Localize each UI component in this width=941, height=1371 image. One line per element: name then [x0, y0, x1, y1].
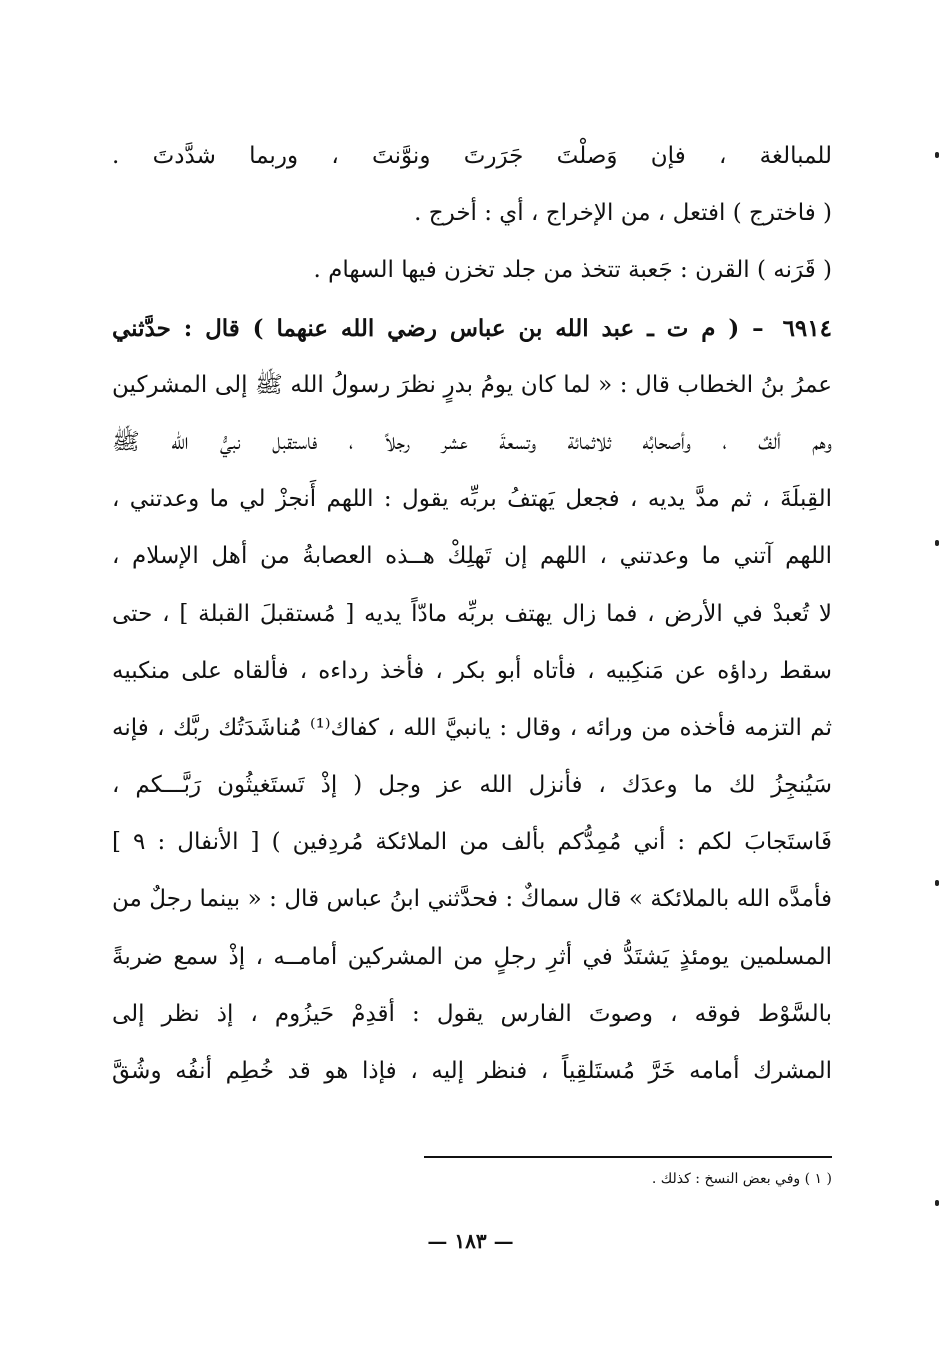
page-number: — ١٨٣ —: [427, 1229, 514, 1253]
text-line: اللهم آتني ما وعدتني ، اللهم إن تَهلِكْ هــذه العصابةُ من أهل الإسلام ،: [112, 543, 832, 570]
edge-mark: [935, 880, 939, 886]
text-line: فأمدَّه الله بالملائكة » قال سماكٌ : فحدَّثني ابنُ عباس قال : « بينما رجلٌ من: [112, 886, 832, 913]
edge-mark: [935, 1200, 939, 1206]
text-line: للمبالغة ، فإن وَصلْتَ جَرَرتَ ونوَّنتَ ، وربما شدَّدتَ .: [112, 143, 832, 169]
text-line: وهم ألفٌ ، وأصحابُه ثلاثمائة وتسعةَ عشر رجلاً ، فاستقبل نبيُّ الله ﷺ: [112, 428, 832, 455]
main-text: [112, 128, 832, 1100]
text-line: ( قَرَنه ) القرن : جَعبة تتخذ من جلد تخزن فيها السهام .: [313, 257, 832, 284]
edge-mark: [935, 540, 939, 546]
hadith-number: ٦٩١٤: [782, 314, 832, 342]
text-line: فَاستَجابَ لكم : أني مُمِدُّكم بألف من الملائكة مُردِفين ) [ الأنفال : ٩ ]: [112, 829, 832, 856]
text-line: ( فاخترج ) افتعل ، من الإخراج ، أي : أخرج .: [414, 200, 832, 227]
footnote: ( ١ ) وفي بعض النسخ : كذلك .: [651, 1171, 832, 1187]
text-line: عمرُ بنُ الخطاب قال : « لما كان يومُ بدرٍ نظرَ رسولُ الله ﷺ إلى المشركين: [112, 371, 832, 398]
text-line: لا تُعبدْ في الأرض ، فما زال يهتف بربِّه مادّاً يديه [ مُستقبلَ القبلة ] ، حتى: [112, 600, 832, 627]
text-line: بالسَّوْط فوقه ، وصوتَ الفارس يقول : أقدِمْ حَيزُوم ، إذ نظر إلى: [112, 1000, 832, 1027]
hadith-heading: [112, 300, 832, 357]
edge-mark: [935, 152, 939, 158]
text-line: سَيُنجِزُ لك ما وعدَك ، فأنزل الله عز وجل ( إذْ تَستَغيثُون رَبَّـــكم ،: [112, 772, 832, 799]
hadith-source: – ( م ت ـ عبد الله بن عباس رضي الله عنهما ) قال : حدَّثني: [112, 314, 764, 342]
text-line: ثم التزمه فأخذه من ورائه ، وقال : يانبيَّ الله ، كفاك⁽¹⁾ مُناشَدَتُك ربَّك ، فإنه: [112, 714, 832, 741]
text-line: المسلمين يومئذٍ يَشتَدُّ في أثرِ رجلٍ من المشركين أمامــه ، إذْ سمع ضربةً: [112, 943, 832, 970]
footnote-divider: [424, 1156, 832, 1158]
text-line: المشرك أمامه خَرَّ مُستَلقِياً ، فنظر إليه ، فإذا هو قد خُطِم أنفُه وشُقَّ: [112, 1058, 832, 1084]
text-line: سقط رداؤه عن مَنكِبيه ، فأتاه أبو بكر ، فأخذ رداءه ، فألقاه على منكبيه: [112, 657, 832, 684]
text-line: القِبلَةَ ، ثم مدَّ يديه ، فجعل يَهتفُ بربِّه يقول : اللهم أَنجزْ لي ما وعدتني ،: [112, 486, 832, 513]
